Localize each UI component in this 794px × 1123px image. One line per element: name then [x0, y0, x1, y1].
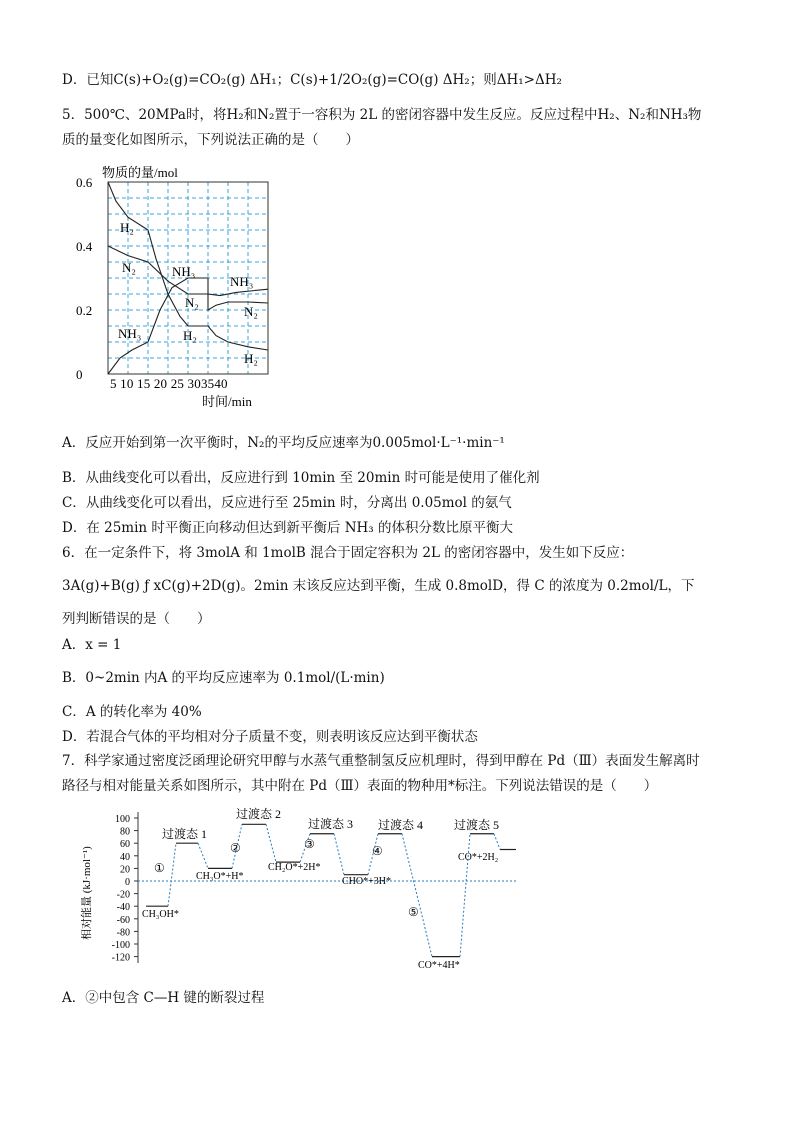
q5-stem-line2: 质的量变化如图所示，下列说法正确的是（ ）	[62, 132, 359, 148]
q6-option-d: D．若混合气体的平均相对分子质量不变，则表明该反应达到平衡状态	[62, 729, 478, 745]
energy-labels	[142, 806, 499, 971]
transition-state-label: 过渡态 4	[378, 818, 424, 832]
species-label: CH₃OH*	[142, 909, 179, 920]
step-label: ⑤	[408, 905, 419, 919]
series-label: NH₃	[172, 264, 196, 279]
x-tick-labels: 5 10 15 20 25 303540	[110, 376, 228, 391]
amount-time-chart	[72, 160, 282, 415]
q5-option-a: A．反应开始到第一次平衡时，N₂的平均反应速率为0.005mol·L⁻¹·min⁻¹	[62, 435, 505, 451]
energy-path	[146, 824, 516, 956]
q6-stem-line3: 列判断错误的是（ ）	[62, 611, 211, 627]
series-label: H₂	[183, 328, 197, 343]
q5-option-c: C．从曲线变化可以看出，反应进行至 25min 时，分离出 0.05mol 的氨气	[62, 495, 512, 511]
energy-connector	[266, 824, 276, 862]
energy-tick-label: -80	[116, 927, 130, 939]
q5-stem-line1: 5．500℃、20MPa时，将H₂和N₂置于一容积为 2L 的密闭容器中发生反应。反应过程中H₂、N₂和NH₃物	[62, 107, 702, 123]
series-label: H₂	[244, 351, 258, 366]
energy-tick-label: 60	[120, 839, 130, 851]
q7-stem-line1: 7．科学家通过密度泛函理论研究甲醇与水蒸气重整制氢反应机理时，得到甲醇在 Pd（Ⅲ）表面发生解离时	[62, 753, 700, 769]
y-tick-label: 0.6	[76, 175, 93, 190]
energy-tick-label: 100	[115, 814, 130, 825]
q6-option-c: C．A 的转化率为 40%	[62, 704, 202, 720]
series-label: N₂	[185, 295, 199, 310]
series-label: NH₃	[118, 326, 142, 341]
q6-stem-line1: 6．在一定条件下，将 3molA 和 1molB 混合于固定容积为 2L 的密闭容器中，发生如下反应：	[62, 545, 634, 561]
energy-tick-label: 40	[120, 851, 130, 863]
species-label: CH₃O*+H*	[196, 871, 244, 882]
energy-connector	[198, 843, 208, 868]
q6-option-b: B．0~2min 内A 的平均反应速率为 0.1mol/(L·min)	[62, 670, 385, 686]
energy-tick-label: 80	[120, 826, 130, 838]
q7-option-a: A．②中包含 C—H 键的断裂过程	[62, 990, 265, 1006]
energy-tick-label: 0	[125, 877, 130, 888]
q6-option-a: A．x = 1	[62, 637, 122, 653]
q5-option-b: B．从曲线变化可以看出，反应进行到 10min 至 20min 时可能是使用了催化剂	[62, 470, 540, 486]
y-tick-label: 0	[76, 367, 83, 382]
q6-stem-line2: 3A(g)+B(g) ƒ xC(g)+2D(g)。2min 末该反应达到平衡，生成 0.8molD，得 C 的浓度为 0.2mol/L，下	[62, 578, 695, 594]
q4-option-d: D．已知C(s)+O₂(g)=CO₂(g) ΔH₁；C(s)+1/2O₂(g)=CO(g) ΔH₂；则ΔH₁>ΔH₂	[62, 72, 562, 88]
energy-tick-label: -60	[116, 914, 130, 926]
series-label: H₂	[120, 220, 134, 235]
step-label: ②	[230, 841, 241, 855]
transition-state-label: 过渡态 1	[162, 827, 208, 841]
transition-state-label: 过渡态 5	[454, 818, 500, 832]
energy-tick-label: -100	[111, 940, 130, 951]
energy-y-ticks	[112, 814, 138, 964]
series-label: N₂	[244, 304, 258, 319]
energy-tick-label: -120	[111, 952, 130, 964]
series-label: N₂	[122, 260, 136, 275]
q7-stem-line2: 路径与相对能量关系如图所示，其中附在 Pd（Ⅲ）表面的物种用*标注。下列说法错误的是（ ）	[62, 778, 658, 794]
y-tick-label: 0.4	[76, 239, 93, 254]
transition-state-label: 过渡态 3	[308, 817, 354, 831]
step-label: ④	[372, 844, 383, 858]
energy-ylabel: 相对能量 (kJ·mol⁻¹)	[81, 846, 93, 940]
species-label: CH₂O*+2H*	[268, 862, 321, 873]
energy-connector	[402, 834, 432, 957]
energy-tick-label: -20	[116, 889, 130, 901]
species-label: CHO*+3H*	[342, 876, 391, 887]
energy-profile-diagram	[76, 800, 526, 980]
energy-connector	[334, 834, 344, 875]
species-label: CO*+4H*	[418, 960, 460, 971]
species-label: CO*+2H₂	[458, 852, 499, 863]
chart-xlabel: 时间/min	[202, 394, 252, 409]
y-tick-label: 0.2	[76, 303, 93, 318]
series-label: NH₃	[230, 274, 254, 289]
energy-connector	[494, 834, 500, 850]
q5-option-d: D．在 25min 时平衡正向移动但达到新平衡后 NH₃ 的体积分数比原平衡大	[62, 520, 513, 536]
step-label: ①	[154, 861, 165, 875]
energy-tick-label: 20	[120, 864, 130, 876]
energy-tick-label: -40	[116, 902, 130, 914]
chart-ylabel: 物质的量/mol	[102, 165, 178, 180]
transition-state-label: 过渡态 2	[236, 807, 282, 821]
energy-connector	[168, 843, 176, 906]
step-label: ③	[304, 837, 315, 851]
y-tick-labels	[76, 175, 93, 382]
